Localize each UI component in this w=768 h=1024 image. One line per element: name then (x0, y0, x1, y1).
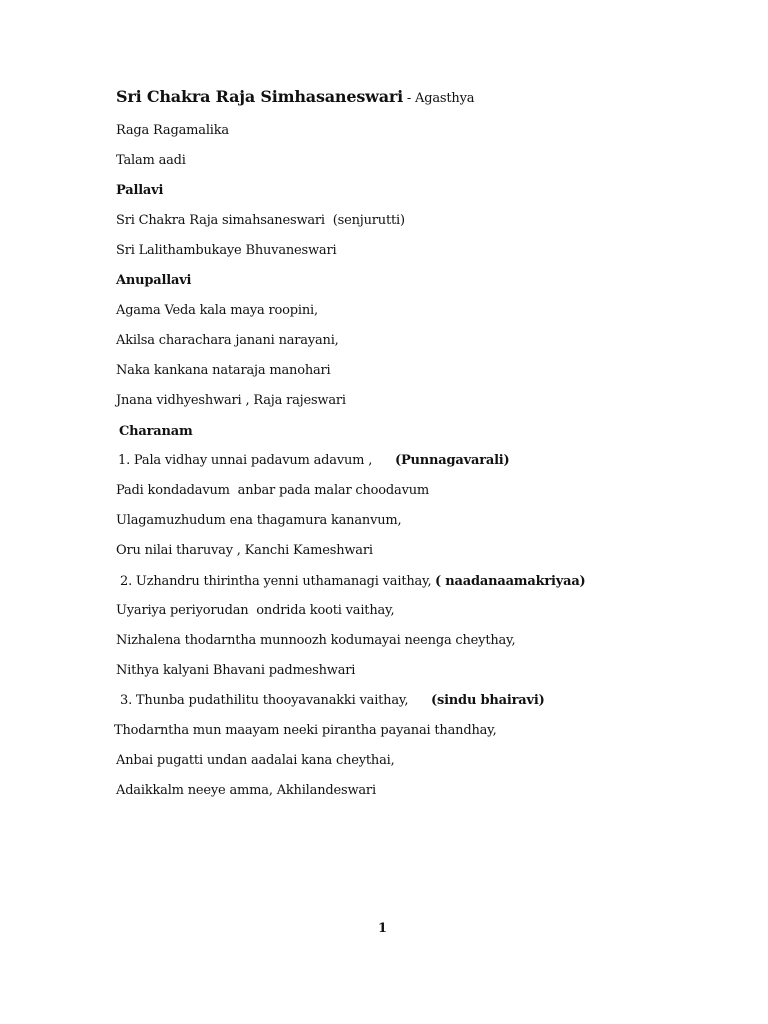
charanam-verse-1-line-2: Padi kondadavum anbar pada malar choodavum (116, 483, 430, 498)
charanam-verse-3-first-line: 3. Thunba pudathilitu thooyavanakki vaithay, (120, 693, 409, 708)
pallavi-line-2: Sri Lalithambukaye Bhuvaneswari (116, 243, 337, 258)
composer-name: - Agasthya (403, 91, 475, 106)
charanam-verse-2-line-3: Nizhalena thodarntha munnoozh kodumayai neenga cheythay, (116, 633, 516, 648)
charanam-verse-3-line-3: Anbai pugatti undan aadalai kana cheythai, (116, 753, 395, 768)
anupallavi-line-2: Akilsa charachara janani narayani, (116, 333, 339, 348)
charanam-verse-1-first-line: 1. Pala vidhay unnai padavum adavum , (118, 453, 373, 468)
page-number: 1 (378, 921, 388, 936)
pallavi-line-1: Sri Chakra Raja simahsaneswari (senjurutti) (116, 213, 405, 228)
charanam-heading: Charanam (119, 424, 193, 439)
song-title (116, 88, 474, 108)
song-title-main: Sri Chakra Raja Simhasaneswari (116, 87, 403, 106)
charanam-verse-1-raga: (Punnagavarali) (395, 453, 510, 468)
talam-line: Talam aadi (116, 153, 186, 168)
charanam-verse-1-line-4: Oru nilai tharuvay , Kanchi Kameshwari (116, 543, 373, 558)
pallavi-heading: Pallavi (116, 183, 164, 198)
anupallavi-line-3: Naka kankana nataraja manohari (116, 363, 331, 378)
charanam-verse-2-raga: ( naadanaamakriyaa) (435, 574, 586, 589)
charanam-verse-2-line-2: Uyariya periyorudan ondrida kooti vaithay, (116, 603, 395, 618)
charanam-verse-3-raga: (sindu bhairavi) (431, 693, 545, 708)
charanam-verse-1-line-3: Ulagamuzhudum ena thagamura kananvum, (116, 513, 402, 528)
charanam-verse-3-line-4: Adaikkalm neeye amma, Akhilandeswari (116, 783, 376, 798)
raga-line: Raga Ragamalika (116, 123, 229, 138)
anupallavi-heading: Anupallavi (116, 273, 192, 288)
charanam-verse-2-line-4: Nithya kalyani Bhavani padmeshwari (116, 663, 356, 678)
anupallavi-line-4: Jnana vidhyeshwari , Raja rajeswari (116, 393, 346, 408)
anupallavi-line-1: Agama Veda kala maya roopini, (116, 303, 318, 318)
charanam-verse-2-first-line: 2. Uzhandru thirintha yenni uthamanagi vaithay, (120, 574, 432, 589)
charanam-verse-3-line-2: Thodarntha mun maayam neeki pirantha payanai thandhay, (114, 723, 497, 738)
